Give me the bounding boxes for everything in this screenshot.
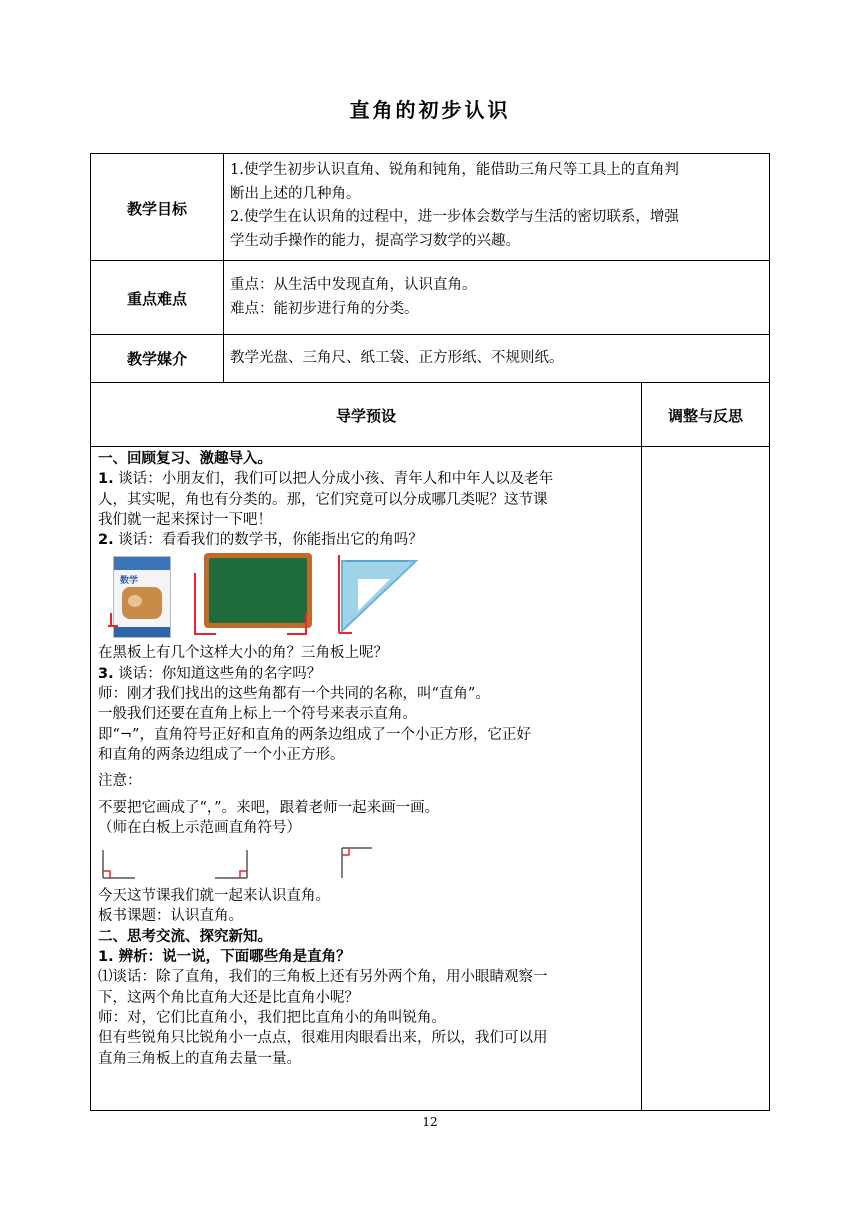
- plan-header: 导学预设: [335, 407, 396, 425]
- blackboard-image: [204, 553, 312, 628]
- media-text: 教学光盘、三角尺、纸工袋、正方形纸、不规则纸。: [230, 350, 564, 366]
- paragraph-2: 2. 谈话：看看我们的数学书，你能指出它的角吗？: [98, 532, 423, 549]
- set-square-image: [338, 553, 428, 635]
- book-title: 数学: [120, 576, 139, 587]
- math-book-image: [113, 556, 171, 638]
- keypoints-label: 重点难点: [126, 290, 187, 308]
- plan-content: 一、回顾复习、激趣导入。 1. 谈话：小朋友们，我们可以把人分成小孩、青年人和中年人以及老年 人，其实呢，角也有分类的。那，它们究竟可以分成哪几类呢？这节课 我们就一起来探讨一下吧！ 2. 谈话：看看我们的数学书，你能指出它的角吗？ 数学 在黑板上有几个这样大小的角？三角板上呢？ 3. 谈话：你知道这些角的名字吗？ 师：刚才我们找出的这些角都有一个共同的名称，叫“直角”。 一般我们还要在直角上标上一个符号来表示直角。 即“¬”，直角符号正好和直角的两条边组成了一个小正方形，它正好 和直角的两条边组成了一个小正方形。 注意： 不要把它画成了“，”。来吧，跟着老师一起来画一画。 （师在白板上示范画直角符号） 今天这节课我们就一起来认识直角。 板书课题：认识直角。 二、思考交流、探究新知。 1. 辨析：说一说，下面哪些角是直角？ ⑴谈话：除了直角，我们的三角板上还有另外两个角，用小眼睛观察一 下，这两个角比直角大还是比直角小呢？ 师：对，它们比直角小，我们把比直角小的角叫锐角。 但有些锐角只比锐角小一点点，很难用肉眼看出来，所以，我们可以用 直角三角板上的直角去量一量。: [98, 449, 636, 1069]
- media-label: 教学媒介: [126, 350, 187, 368]
- goals-text: 1.使学生初步认识直角、锐角和钝角，能借助三角尺等工具上的直角判 断出上述的几种角。 2.使学生在认识角的过程中，进一步体会数学与生活的密切联系，增强 学生动手操作的能力，提高学习数学的兴趣。: [230, 162, 679, 249]
- paragraph-3: 3. 谈话：你知道这些角的名字吗？: [98, 665, 322, 682]
- illustration-row: [98, 553, 636, 643]
- right-angle-symbol-3: [338, 844, 378, 882]
- question-1: 1. 辨析：说一说，下面哪些角是直角？: [98, 949, 351, 966]
- section-1-heading: 一、回顾复习、激趣导入。: [98, 451, 272, 467]
- lesson-plan-table: [90, 153, 770, 1111]
- right-angle-symbol-2: [211, 846, 251, 884]
- goals-label: 教学目标: [126, 200, 187, 218]
- keypoints-text: 重点：从生活中发现直角，认识直角。 难点：能初步进行角的分类。: [230, 277, 477, 317]
- paragraph-1: 1. 谈话：小朋友们，我们可以把人分成小孩、青年人和中年人以及老年: [98, 471, 554, 488]
- page-title: 直角的初步认识: [349, 98, 511, 122]
- right-angle-symbols: [98, 844, 636, 886]
- reflection-header: 调整与反思: [667, 407, 743, 425]
- page-number: 12: [422, 1115, 438, 1129]
- section-2-heading: 二、思考交流、探究新知。: [98, 928, 272, 945]
- right-angle-symbol-1: [101, 846, 141, 884]
